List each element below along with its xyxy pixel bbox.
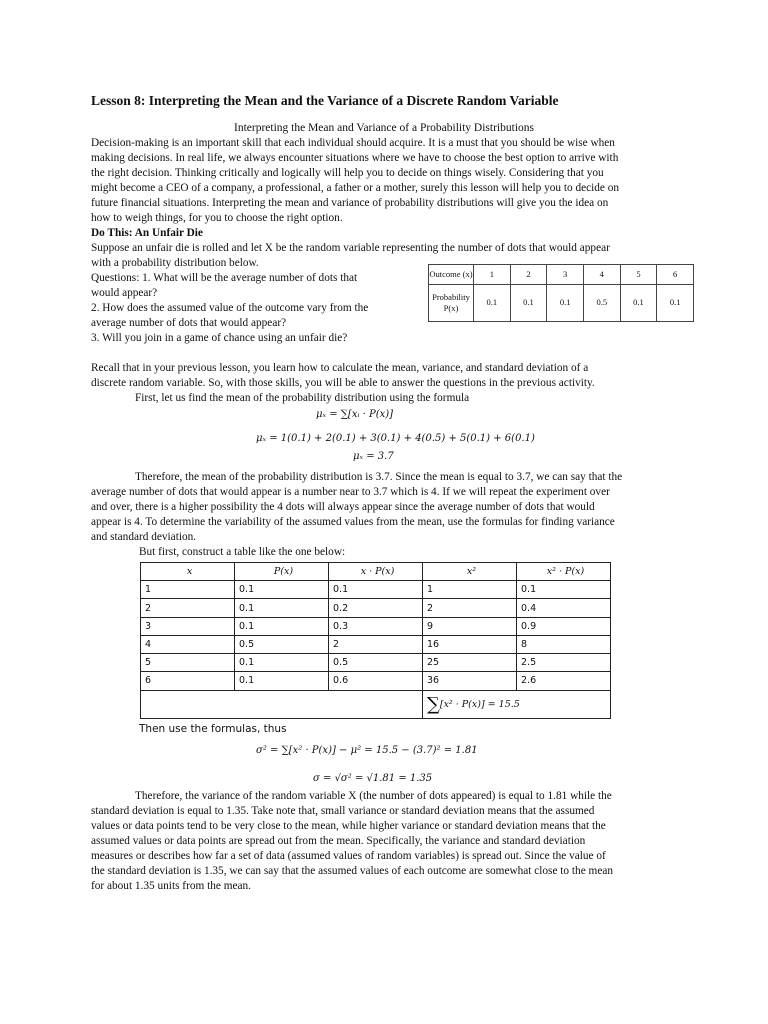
table-cell: 16	[423, 635, 517, 653]
table-cell: 8	[517, 635, 611, 653]
table-cell: Outcome (x)	[429, 265, 474, 285]
table-cell: 0.1	[620, 284, 657, 321]
table-cell: 0.1	[657, 284, 694, 321]
table-cell: 0.1	[235, 581, 329, 599]
table-row	[429, 284, 694, 321]
formula-mean-result: μₓ = 3.7	[353, 451, 394, 462]
lesson-title: Lesson 8: Interpreting the Mean and the Variance of a Discrete Random Variable	[91, 93, 559, 108]
probability-distribution-table	[428, 264, 694, 322]
table-cell: 0.6	[329, 672, 423, 690]
recall-line: discrete random variable. So, with those skills, you will be able to answer the questions in the previous activity.	[91, 377, 595, 389]
sum-text: [x² · P(x)] = 15.5	[439, 698, 520, 710]
therefore-line: average number of dots that would appear is a number near to 3.7 which is 4. If we will repeat the experiment over	[91, 486, 610, 498]
conclusion-line: Therefore, the variance of the random variable X (the number of dots appeared) is equal to 1.81 while the	[135, 790, 612, 802]
table-cell: 3	[547, 265, 584, 285]
table-cell: 0.1	[510, 284, 547, 321]
conclusion-line: standard deviation is equal to 1.35. Take note that, small variance or standard deviation means that the assumed	[91, 805, 595, 817]
question-line: 2. How does the assumed value of the outcome vary from the	[91, 302, 369, 314]
formula-variance: σ² = ∑[x² · P(x)] − μ² = 15.5 − (3.7)² = 1.81	[256, 745, 478, 756]
table-row	[141, 635, 611, 653]
formula-mean-definition: μₓ = ∑[xᵢ · P(x)]	[316, 409, 394, 420]
formula-mean-substitution: μₓ = 1(0.1) + 2(0.1) + 3(0.1) + 4(0.5) + 5(0.1) + 6(0.1)	[256, 433, 535, 444]
construct-line: But first, construct a table like the one below:	[139, 546, 346, 558]
table-cell: 0.9	[517, 617, 611, 635]
table-row	[141, 581, 611, 599]
recall-line: Recall that in your previous lesson, you learn how to calculate the mean, variance, and standard deviation of a	[91, 362, 589, 374]
conclusion-line: for about 1.35 units from the mean.	[91, 880, 252, 892]
table-cell: 1	[423, 581, 517, 599]
table-cell: 6	[141, 672, 235, 690]
activity-heading: Do This: An Unfair Die	[91, 227, 203, 239]
table-cell: 5	[620, 265, 657, 285]
question-line: would appear?	[91, 287, 158, 299]
table-header-row	[141, 563, 611, 581]
intro-line: the right decision. Thinking critically and logically will help you to decide on things wisely. Considering that you	[91, 167, 604, 179]
table-cell: 1	[141, 581, 235, 599]
intro-line: Decision-making is an important skill that each individual should acquire. It is a must that you should be wise when	[91, 137, 615, 149]
table-cell: 0.2	[329, 599, 423, 617]
table-cell: 6	[657, 265, 694, 285]
formula-standard-deviation: σ = √σ² = √1.81 = 1.35	[313, 773, 433, 784]
table-cell: 0.1	[329, 581, 423, 599]
intro-line: how to weigh things, for you to choose the right option.	[91, 212, 343, 224]
table-cell: 0.4	[517, 599, 611, 617]
table-cell: 0.1	[235, 599, 329, 617]
conclusion-line: assumed values or data points are spread out from the mean. Specifically, the variance and standard deviation	[91, 835, 586, 847]
table-cell: 0.1	[474, 284, 511, 321]
table-cell: Probability P(x)	[429, 284, 474, 321]
computation-table	[140, 562, 611, 719]
table-cell: 0.5	[235, 635, 329, 653]
column-header: P(x)	[235, 563, 329, 581]
table-row	[141, 672, 611, 690]
table-sum-row	[141, 690, 611, 718]
table-cell: 2	[141, 599, 235, 617]
intro-line: might become a CEO of a company, a professional, a father or a mother, surely this lesson will help you to decide on	[91, 182, 620, 194]
then-use-line: Then use the formulas, thus	[139, 723, 287, 735]
column-header: x²	[423, 563, 517, 581]
question-line: Questions: 1. What will be the average number of dots that	[91, 272, 358, 284]
table-cell: 4	[141, 635, 235, 653]
table-cell: 2.6	[517, 672, 611, 690]
table-row	[141, 654, 611, 672]
sum-cell	[423, 690, 611, 718]
therefore-line: Therefore, the mean of the probability distribution is 3.7. Since the mean is equal to 3.7, we can say that the	[135, 471, 623, 483]
therefore-line: appear is 4. To determine the variability of the assumed values from the mean, use the formulas for finding variance	[91, 516, 615, 528]
table-cell	[141, 690, 423, 718]
table-cell: 2	[329, 635, 423, 653]
first-line: First, let us find the mean of the probability distribution using the formula	[135, 392, 470, 404]
table-cell: 0.1	[235, 654, 329, 672]
table-cell: 2	[423, 599, 517, 617]
table-cell: 3	[141, 617, 235, 635]
intro-line: future financial situations. Interpreting the mean and variance of probability distributions will give you the idea on	[91, 197, 609, 209]
table-cell: 2.5	[517, 654, 611, 672]
section-subtitle: Interpreting the Mean and Variance of a Probability Distributions	[234, 122, 534, 134]
table-cell: 2	[510, 265, 547, 285]
table-cell: 5	[141, 654, 235, 672]
table-cell: 0.1	[547, 284, 584, 321]
summation-icon: ∑	[427, 693, 440, 715]
table-cell: 25	[423, 654, 517, 672]
table-cell: 9	[423, 617, 517, 635]
activity-line: Suppose an unfair die is rolled and let X be the random variable representing the number of dots that would appear	[91, 242, 610, 254]
table-row	[141, 599, 611, 617]
table-cell: 0.1	[517, 581, 611, 599]
table-cell: 0.1	[235, 672, 329, 690]
table-cell: 0.1	[235, 617, 329, 635]
table-cell: 0.5	[583, 284, 620, 321]
table-cell: 0.3	[329, 617, 423, 635]
table-cell: 36	[423, 672, 517, 690]
conclusion-line: measures or describes how far a set of data (assumed values of random variables) is spread out. Since the value of	[91, 850, 606, 862]
therefore-line: and standard deviation.	[91, 531, 197, 543]
column-header: x · P(x)	[329, 563, 423, 581]
column-header: x	[141, 563, 235, 581]
conclusion-line: the standard deviation is 1.35, we can say that the assumed values of each outcome are somewhat close to the mean	[91, 865, 613, 877]
table-row	[429, 265, 694, 285]
table-cell: 0.5	[329, 654, 423, 672]
column-header: x² · P(x)	[517, 563, 611, 581]
table-cell: 1	[474, 265, 511, 285]
question-line: 3. Will you join in a game of chance using an unfair die?	[91, 332, 348, 344]
question-line: average number of dots that would appear?	[91, 317, 287, 329]
table-cell: 4	[583, 265, 620, 285]
intro-line: making decisions. In real life, we always encounter situations where we have to choose the best option to arrive with	[91, 152, 619, 164]
table-row	[141, 617, 611, 635]
activity-line: with a probability distribution below.	[91, 257, 259, 269]
therefore-line: and over, there is a higher possibility the 4 dots will always appear since the average number of dots that would	[91, 501, 595, 513]
conclusion-line: values or data points tend to be very close to the mean, while higher variance or standard deviation means that the	[91, 820, 606, 832]
